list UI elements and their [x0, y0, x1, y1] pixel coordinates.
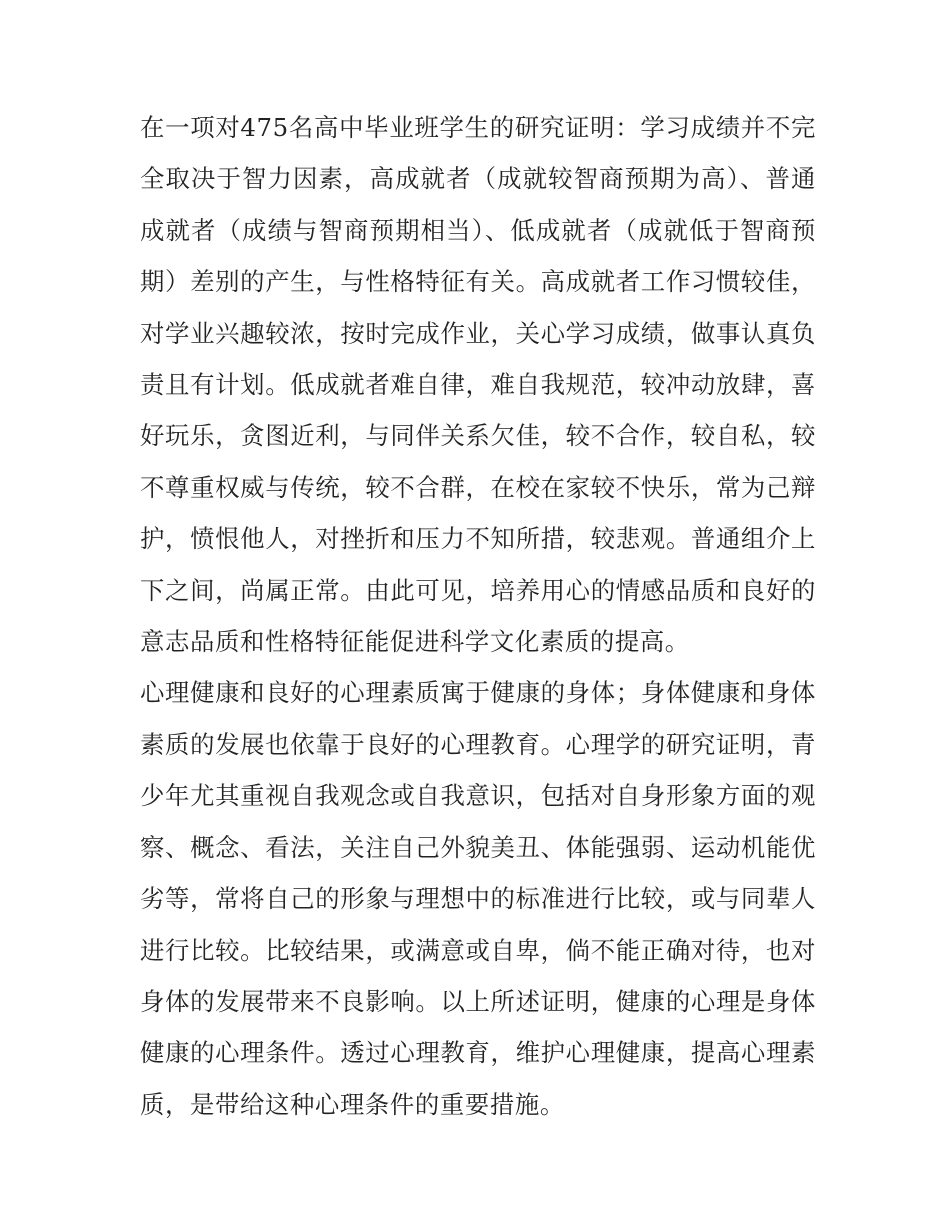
paragraph-mental-physical-health: 心理健康和良好的心理素质寓于健康的身体；身体健康和身体素质的发展也依靠于良好的心理教育。心理学的研究证明，青少年尤其重视自我观念或自我意识，包括对自身形象方面的观察、概念、看法，关注自己外貌美丑、体能强弱、运动机能优劣等，常将自己的形象与理想中的标准进行比较，或与同辈人进行比较。比较结果，或满意或自卑，倘不能正确对待，也对身体的发展带来不良影响。以上所述证明，健康的心理是身体健康的心理条件。透过心理教育，维护心理健康，提高心理素质，是带给这种心理条件的重要措施。 — [140, 678, 816, 1119]
paragraph-academic-achievement: 在一项对475名高中毕业班学生的研究证明：学习成绩并不完全取决于智力因素，高成就者（成就较智商预期为高）、普通成就者（成绩与智商预期相当）、低成就者（成就低于智商预期）差别的产生，与性格特征有关。高成就者工作习惯较佳，对学业兴趣较浓，按时完成作业，关心学习成绩，做事认真负责且有计划。低成就者难自律，难自我规范，较冲动放肆，喜好玩乐，贪图近利，与同伴关系欠佳，较不合作，较自私，较不尊重权威与传统，较不合群，在校在家较不快乐，常为己辩护，愤恨他人，对挫折和压力不知所措，较悲观。普通组介上下之间，尚属正常。由此可见，培养用心的情感品质和良好的意志品质和性格特征能促进科学文化素质的提高。 — [140, 113, 816, 657]
document-body — [140, 102, 816, 1130]
